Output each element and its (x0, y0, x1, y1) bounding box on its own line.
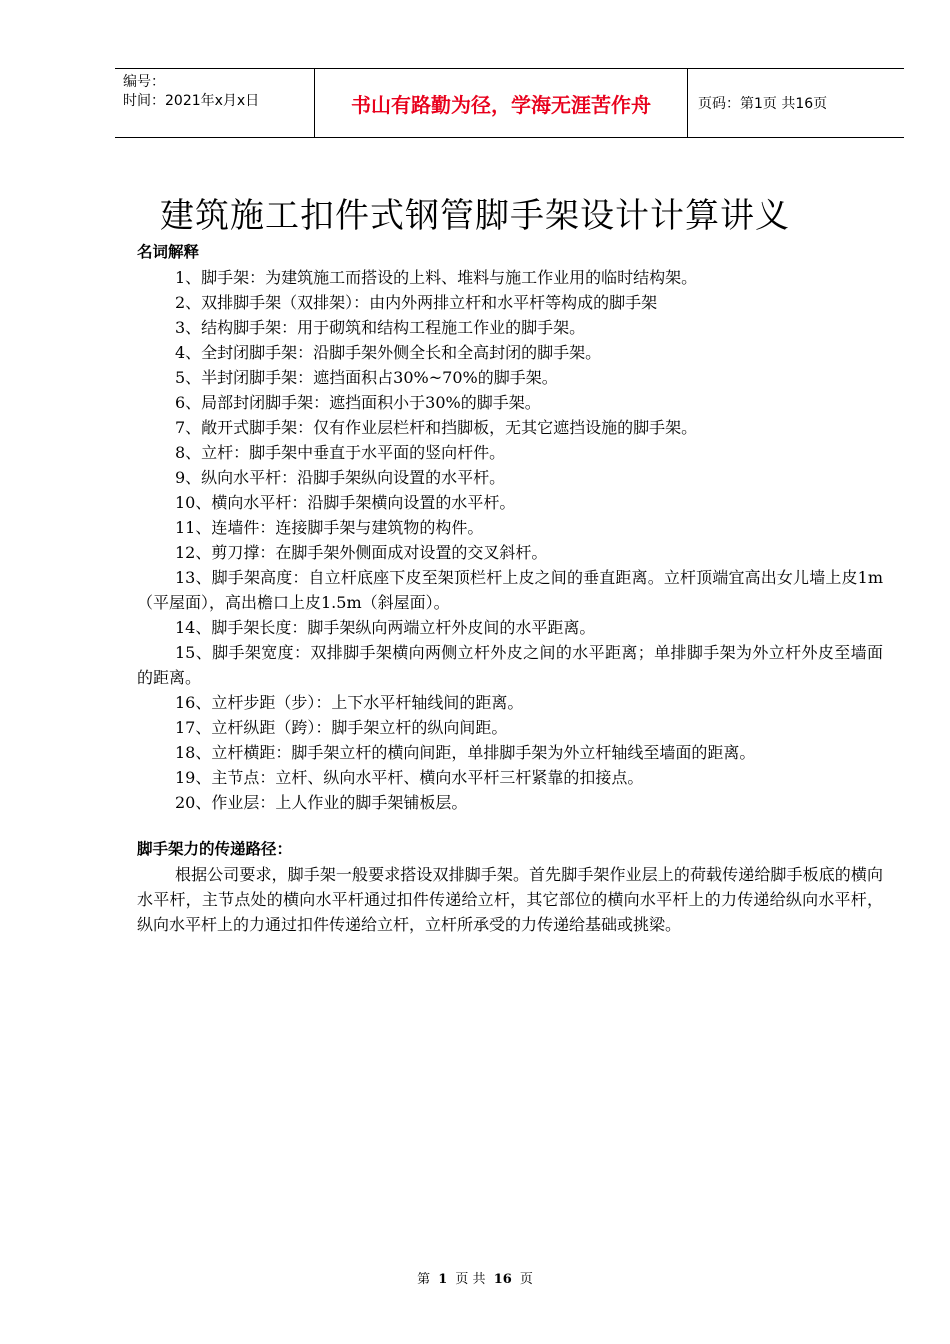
term-item: 7、敞开式脚手架：仅有作业层栏杆和挡脚板，无其它遮挡设施的脚手架。 (175, 418, 698, 437)
term-item: 20、作业层：上人作业的脚手架铺板层。 (175, 793, 468, 812)
footer-total-pages: 16 (493, 1272, 512, 1287)
term-item: 19、主节点：立杆、纵向水平杆、横向水平杆三杆紧靠的扣接点。 (175, 768, 644, 787)
term-item: 10、横向水平杆：沿脚手架横向设置的水平杆。 (175, 493, 516, 512)
term-item: 15、脚手架宽度：双排脚手架横向两侧立杆外皮之间的水平距离；单排脚手架为外立杆外皮至墙面的距离。 (137, 643, 883, 687)
term-item: 1、脚手架：为建筑施工而搭设的上料、堆料与施工作业用的临时结构架。 (175, 268, 698, 287)
term-item: 11、连墙件：连接脚手架与建筑物的构件。 (175, 518, 484, 537)
term-item: 8、立杆：脚手架中垂直于水平面的竖向杆件。 (175, 443, 506, 462)
term-item: 6、局部封闭脚手架：遮挡面积小于30%的脚手架。 (175, 393, 541, 412)
term-item: 16、立杆步距（步）：上下水平杆轴线间的距离。 (175, 693, 524, 712)
section-heading-force-path: 脚手架力的传递路径： (137, 840, 293, 858)
terms-list (137, 265, 883, 815)
term-item: 4、全封闭脚手架：沿脚手架外侧全长和全高封闭的脚手架。 (175, 343, 602, 362)
force-path-paragraph: 根据公司要求，脚手架一般要求搭设双排脚手架。首先脚手架作业层上的荷载传递给脚手板底的横向水平杆，主节点处的横向水平杆通过扣件传递给立杆，其它部位的横向水平杆上的力传递给纵向水平杆，纵向水平杆上的力通过扣件传递给立杆，立杆所承受的力传递给基础或挑梁。 (137, 865, 883, 934)
term-item: 2、双排脚手架（双排架）：由内外两排立杆和水平杆等构成的脚手架 (175, 293, 658, 312)
footer-middle: 页 共 (455, 1272, 486, 1287)
term-item: 5、半封闭脚手架：遮挡面积占30%~70%的脚手架。 (175, 368, 558, 387)
term-item: 17、立杆纵距（跨）：脚手架立杆的纵向间距。 (175, 718, 508, 737)
term-item: 12、剪刀撑：在脚手架外侧面成对设置的交叉斜杆。 (175, 543, 548, 562)
term-item: 18、立杆横距：脚手架立杆的横向间距，单排脚手架为外立杆轴线至墙面的距离。 (175, 743, 756, 762)
header-meta (115, 69, 315, 137)
header-motto: 书山有路勤为径，学海无涯苦作舟 (315, 69, 688, 137)
document-header (115, 68, 904, 138)
section-heading-terms: 名词解释 (137, 243, 200, 261)
term-item: 13、脚手架高度：自立杆底座下皮至架顶栏杆上皮之间的垂直距离。立杆顶端宜高出女儿墙上皮1m（平屋面），高出檐口上皮1.5m（斜屋面）。 (137, 568, 883, 612)
page-footer (0, 1268, 950, 1287)
footer-page-number: 1 (438, 1272, 448, 1287)
term-item: 3、结构脚手架：用于砌筑和结构工程施工作业的脚手架。 (175, 318, 586, 337)
document-body (137, 240, 883, 937)
document-title: 建筑施工扣件式钢管脚手架设计计算讲义 (160, 195, 790, 236)
footer-prefix: 第 (417, 1272, 431, 1287)
term-item: 9、纵向水平杆：沿脚手架纵向设置的水平杆。 (175, 468, 506, 487)
document-number: 编号： (123, 74, 165, 90)
document-time: 时间：2021年x月x日 (123, 93, 260, 109)
footer-suffix: 页 (519, 1272, 533, 1287)
header-page-label: 页码：第1页 共16页 (698, 96, 828, 112)
term-item: 14、脚手架长度：脚手架纵向两端立杆外皮间的水平距离。 (175, 618, 596, 637)
